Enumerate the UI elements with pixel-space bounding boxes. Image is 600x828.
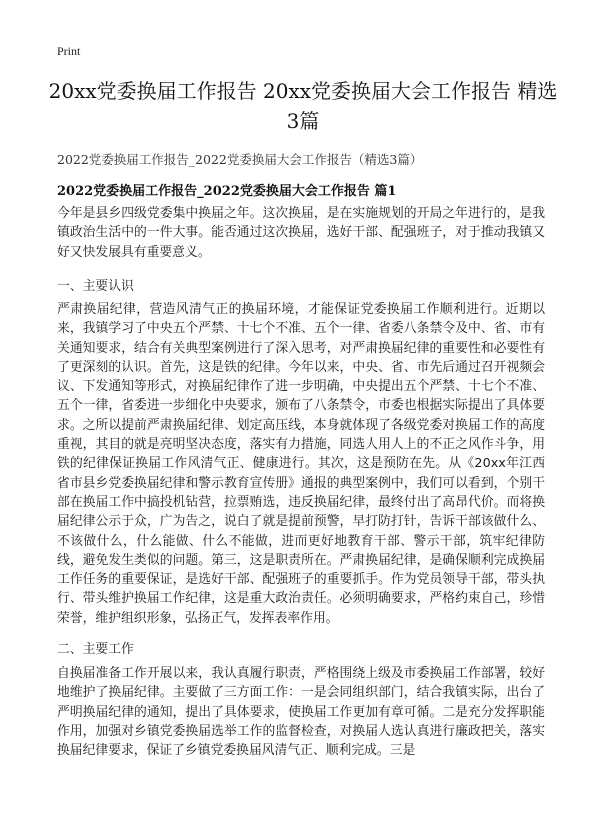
document-title: 20xx党委换届工作报告 20xx党委换届大会工作报告 精选3篇	[48, 79, 558, 133]
document-subtitle: 2022党委换届工作报告_2022党委换届大会工作报告（精选3篇）	[57, 152, 423, 167]
section2-heading: 二、主要工作	[57, 642, 134, 657]
section2-text: 自换届准备工作开展以来，我认真履行职责，严格围绕上级及市委换届工作部署，较好地维护了换届纪律。主要做了三方面工作：一是会同组织部门，结合我镇实际，出台了严明换届纪律的通知，提出了具体要求，使换届工作更加有章可循。二是充分发挥职能作用，加强对乡镇党委换届选举工作的监督检查，对换届人选认真进行廉政把关，落实换届纪律要求，保证了乡镇党委换届风清气正、顺利完成。三是	[57, 666, 545, 759]
section1-heading: 一、主要认识	[57, 279, 134, 294]
section1-text: 严肃换届纪律，营造风清气正的换届环境，才能保证党委换届工作顺利进行。近期以来，我镇学习了中央五个严禁、十七个不准、五个一律、省委八条禁令及中、省、市有关通知要求，结合有关典型案例进行了深入思考，对严肃换届纪律的重要性和必要性有了更深刻的认识。首先，这是铁的纪律。今年以来，中央、省、市先后通过召开视频会议、下发通知等形式，对换届纪律作了进一步明确，中央提出五个严禁、十七个不准、五个一律，省委进一步细化中央要求，颁布了八条禁令，市委也根据实际提出了具体要求。之所以提前严肃换届纪律、划定高压线，本身就体现了各级党委对换届工作的高度重视，其目的就是亮明坚决态度，落实有力措施，同选人用人上的不正之风作斗争，用铁的纪律保证换届工作风清气正、健康进行。其次，这是预防在先。从《20xx年江西省市县乡党委换届纪律和警示教育宣传册》通报的典型案例中，我们可以看到，个别干部在换届工作中搞投机钻营，拉票贿选，违反换届纪律，最终付出了高昂代价。而将换届纪律公示于众，广为告之，说白了就是提前预警，早打防打针，告诉干部该做什么、不该做什么，什么能做、什么不能做，进而更好地教育干部、警示干部，筑牢纪律防线，避免发生类似的问题。第三，这是职责所在。严肃换届纪律，是确保顺利完成换届工作任务的重要保证，是选好干部、配强班子的重要抓手。作为党员领导干部，带头执行、带头维护换届工作纪律，这是重大政治责任。必须明确要求，严格约束自己，珍惜荣誉，维护组织形象，弘扬正气，发挥表率作用。	[57, 302, 545, 626]
print-label: Print	[57, 44, 81, 58]
article-heading: 2022党委换届工作报告_2022党委换届大会工作报告 篇1	[57, 184, 397, 199]
intro-text: 今年是县乡四级党委集中换届之年。这次换届，是在实施规划的开局之年进行的，是我镇政治生活中的一件大事。能否通过这次换届，选好干部、配强班子，对于推动我镇又好又快发展具有重要意义。	[57, 206, 545, 260]
section1-paragraph	[57, 300, 545, 628]
section2-paragraph	[57, 664, 545, 760]
intro-paragraph	[57, 204, 545, 262]
